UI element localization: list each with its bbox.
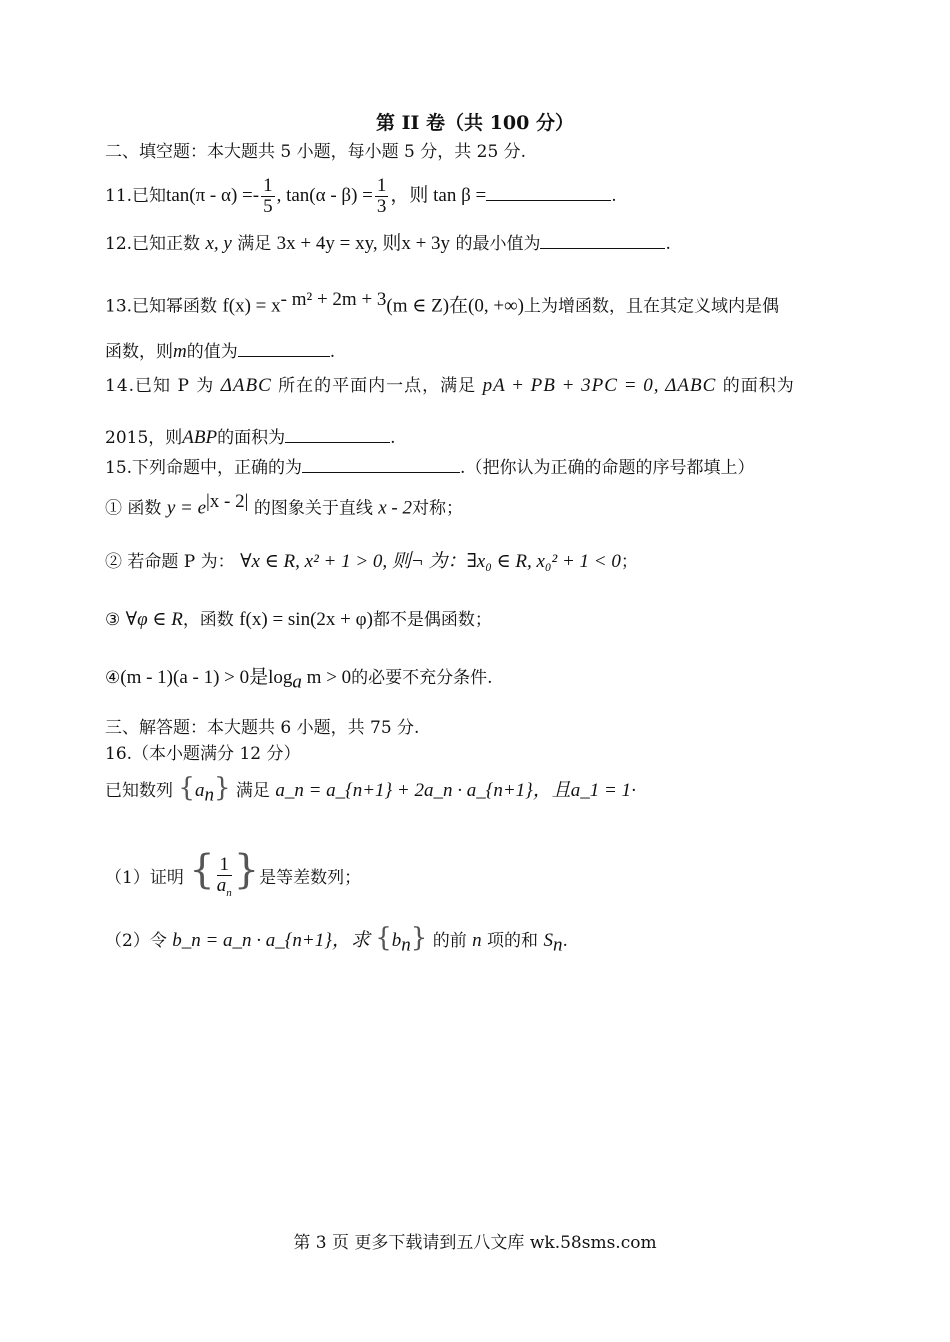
q11-expr-a: tan(π - α) =-	[166, 185, 260, 206]
q14-line2a: 2015，则	[105, 428, 183, 448]
q16-part1-den	[217, 876, 232, 903]
q16-part2-s: S	[543, 930, 553, 951]
q16-seq-sub: n	[204, 784, 214, 806]
q12-suffix: 的最小值为	[455, 234, 541, 254]
q14-suffix: 的面积为	[722, 376, 795, 396]
q16-part1-den-var: a	[216, 874, 227, 896]
question-16-line1	[105, 773, 637, 807]
q15-item1-line: x - 2	[378, 497, 413, 519]
q12-prefix: 12.已知正数	[105, 234, 201, 254]
q11-frac1-num: 1	[263, 175, 273, 196]
question-16-part1	[105, 848, 361, 902]
question-13	[105, 288, 779, 319]
q15-item3-expr1: ∀φ ∈ R	[125, 609, 183, 630]
q15-item4-expr2: m > 0	[301, 667, 352, 688]
q16-part2-a: （2）令	[105, 931, 167, 951]
q12-vars: x, y	[205, 233, 232, 254]
q16-relation: a_n = a_{n+1} + 2a_n · a_{n+1}，且a_1 = 1	[275, 780, 632, 801]
q14-prefix: 14.已知 P 为	[105, 376, 215, 396]
q16-part2-b: 的前	[432, 931, 467, 951]
q13-answer-blank	[238, 338, 330, 357]
page-footer: 第 3 页 更多下载请到五八文库 wk.58sms.com	[293, 1233, 657, 1253]
section3-heading: 三、解答题：本大题共 6 小题，共 75 分.	[105, 718, 420, 738]
q15-item-4	[105, 666, 493, 694]
q14-vector-expr: pA + PB + 3PC = 0, ΔABC	[482, 375, 717, 396]
q15-item1-b: 的图象关于直线	[253, 498, 373, 519]
q14-triangle: ΔABC	[220, 375, 272, 396]
q11-frac1-den: 5	[263, 196, 273, 217]
q14-mid: 所在的平面内一点，满足	[278, 376, 477, 396]
q12-mid: 满足	[237, 234, 272, 254]
q15-item3-c: 都不是偶函数；	[372, 610, 492, 630]
q15-item1-exp: |x - 2|	[206, 491, 249, 512]
q11-frac1	[261, 176, 275, 217]
q13-line2b: 的值为	[186, 342, 238, 362]
q11-answer-blank	[486, 182, 611, 201]
q15-item3-a: ③	[105, 610, 121, 630]
q16-part2-end: .	[562, 931, 568, 951]
q11-frac2-num: 1	[376, 175, 387, 196]
q16-part1-brace-right: }	[233, 847, 260, 893]
q13-expr: f(x) = x	[222, 295, 281, 317]
question-11	[105, 176, 617, 217]
q15-answer-blank	[302, 454, 460, 473]
q13-expr2: (m ∈ Z)在(0, +∞)	[386, 295, 524, 317]
question-16-title: 16.（本小题满分 12 分）	[105, 744, 301, 764]
q16-part1-b: 是等差数列；	[259, 868, 362, 888]
q13-suffix: 上为增函数，且在其定义域内是偶	[523, 296, 779, 317]
q12-expr: 3x + 4y = xy, 则x + 3y	[276, 233, 451, 254]
q11-frac2-den: 3	[376, 196, 387, 217]
q14-answer-blank	[285, 424, 390, 443]
q13-line2: 函数，则	[105, 342, 173, 362]
question-13-line2	[105, 338, 335, 364]
q15-item2-expr: ∀x ∈ R, x² + 1 > 0, 则¬ 为：∃x₀ ∈ R, x₀² + 1 < 0	[240, 551, 621, 572]
q15-prefix: 15.下列命题中，正确的为	[105, 458, 303, 478]
q13-end: .	[329, 342, 336, 362]
q16-part1-brace-left: {	[189, 847, 215, 893]
q15-item-1	[105, 490, 463, 521]
q16-part2-expr: b_n = a_n · a_{n+1}，求	[172, 930, 370, 951]
q16-brace-right: }	[213, 773, 231, 803]
q16-part2-seq-sub: n	[401, 934, 411, 956]
q16-part2-c: 项的和	[487, 931, 539, 951]
q11-frac2	[375, 176, 389, 217]
question-14-line2	[105, 424, 396, 450]
q16-part2-seq: b	[391, 930, 402, 951]
q15-item3-b: ，函数	[182, 610, 234, 630]
q12-answer-blank	[540, 230, 665, 249]
q16-part1-num: 1	[217, 855, 232, 876]
q16-part2-brace-right: }	[410, 923, 428, 953]
q15-item4-b: 的必要不充分条件.	[351, 668, 493, 688]
q15-suffix: .（把你认为正确的命题的序号都填上）	[460, 458, 755, 478]
q15-item2-a: ② 若命题 P 为：	[105, 552, 235, 572]
q15-item1-a: ① 函数	[105, 498, 162, 519]
q16-part1-frac	[217, 855, 232, 903]
q16-part2-n: n	[472, 930, 482, 951]
q11-expr-b: , tan(α - β) =	[276, 185, 373, 206]
q13-exponent: - m² + 2m + 3	[280, 289, 387, 310]
q11-end: .	[611, 186, 617, 206]
q16-part1-den-sub: n	[226, 886, 232, 899]
question-12	[105, 230, 671, 256]
q14-end: .	[390, 428, 396, 448]
q15-item3-expr2: f(x) = sin(2x + φ)	[239, 609, 373, 630]
q14-abp: ABP	[182, 427, 218, 448]
q15-item2-end: ；	[620, 552, 638, 572]
q11-expr-c: ，则 tan β =	[390, 185, 487, 206]
q16-seq: a	[194, 780, 205, 801]
q15-item4-expr: (m - 1)(a - 1) > 0是log	[120, 667, 293, 688]
q16-part2-brace-left: {	[375, 923, 392, 953]
q13-var: m	[173, 341, 187, 362]
section2-heading: 二、填空题：本大题共 5 小题，每小题 5 分，共 25 分.	[105, 142, 527, 162]
page-title: 第 II 卷（共 100 分）	[376, 112, 574, 134]
q15-item4-a: ④	[105, 668, 121, 688]
question-16-part2	[105, 923, 568, 957]
q15-item1-expr: y = e	[166, 497, 206, 519]
q15-item-2	[105, 550, 638, 574]
q14-line2b: 的面积为	[217, 428, 286, 448]
q12-end: .	[665, 234, 671, 254]
q16-rel-end: ·	[631, 781, 637, 801]
q15-item1-c: 对称；	[412, 498, 464, 519]
q16-part2-s-sub: n	[552, 934, 563, 956]
q13-prefix: 13.已知幂函数	[105, 296, 218, 317]
q16-part1-a: （1）证明	[105, 868, 184, 888]
question-14	[105, 374, 795, 398]
q16-line1-b: 满足	[235, 781, 270, 801]
q15-item-3	[105, 608, 492, 632]
question-15	[105, 454, 754, 480]
q11-prefix: 11.已知	[105, 186, 167, 206]
q16-line1-a: 已知数列	[105, 781, 173, 801]
q16-brace-left: {	[178, 773, 195, 803]
q15-item4-sub: a	[292, 671, 302, 693]
